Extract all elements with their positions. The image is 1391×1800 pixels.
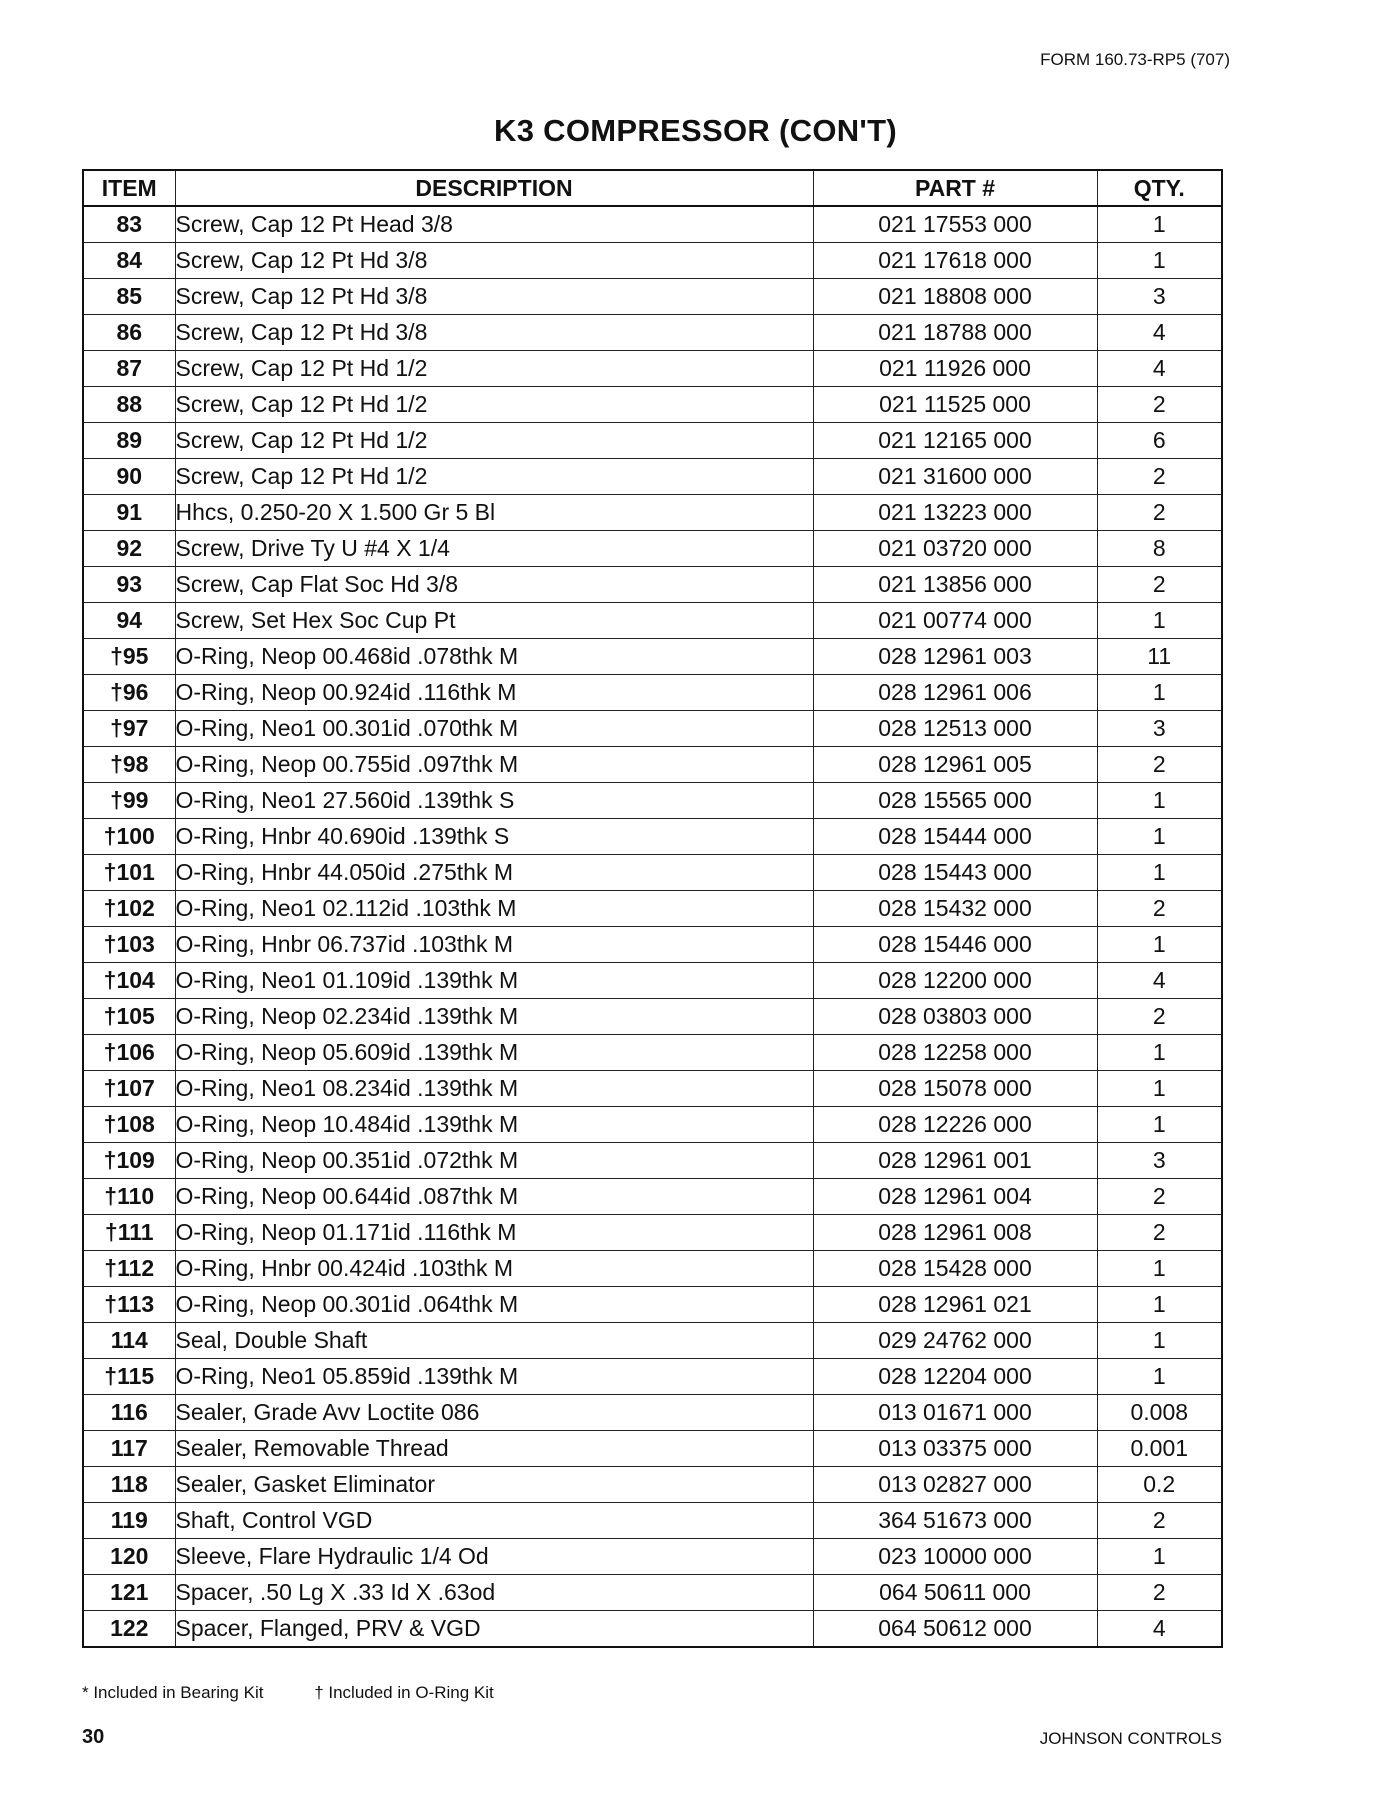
- part-number-cell: 028 12204 000: [813, 1359, 1097, 1395]
- item-number-cell: †111: [83, 1215, 175, 1251]
- page-number: 30: [82, 1726, 105, 1748]
- description-cell: Sealer, Gasket Eliminator: [175, 1467, 813, 1503]
- quantity-cell: 11: [1097, 639, 1222, 675]
- item-number-cell: †102: [83, 891, 175, 927]
- description-cell: O-Ring, Hnbr 06.737id .103thk M: [175, 927, 813, 963]
- item-number-cell: †113: [83, 1287, 175, 1323]
- table-header-row: [83, 170, 1222, 206]
- description-cell: O-Ring, Hnbr 40.690id .139thk S: [175, 819, 813, 855]
- description-cell: O-Ring, Neo1 05.859id .139thk M: [175, 1359, 813, 1395]
- description-cell: Sealer, Removable Thread: [175, 1431, 813, 1467]
- item-number-cell: 119: [83, 1503, 175, 1539]
- item-number-cell: 116: [83, 1395, 175, 1431]
- part-number-cell: 023 10000 000: [813, 1539, 1097, 1575]
- part-number-cell: 013 01671 000: [813, 1395, 1097, 1431]
- part-number-cell: 028 12226 000: [813, 1107, 1097, 1143]
- quantity-cell: 1: [1097, 603, 1222, 639]
- quantity-cell: 1: [1097, 1035, 1222, 1071]
- parts-table: [82, 169, 1223, 1648]
- part-number-cell: 028 12961 021: [813, 1287, 1097, 1323]
- footnote-bearing-kit: * Included in Bearing Kit: [82, 1683, 264, 1702]
- part-number-cell: 028 15446 000: [813, 927, 1097, 963]
- part-number-cell: 013 02827 000: [813, 1467, 1097, 1503]
- quantity-cell: 1: [1097, 1323, 1222, 1359]
- description-cell: O-Ring, Hnbr 00.424id .103thk M: [175, 1251, 813, 1287]
- item-number-cell: 92: [83, 531, 175, 567]
- part-number-cell: 021 18808 000: [813, 279, 1097, 315]
- part-number-cell: 028 15443 000: [813, 855, 1097, 891]
- table-row: [83, 1359, 1222, 1395]
- quantity-cell: 1: [1097, 1107, 1222, 1143]
- quantity-cell: 2: [1097, 891, 1222, 927]
- table-row: [83, 1611, 1222, 1648]
- part-number-cell: 028 12961 006: [813, 675, 1097, 711]
- description-cell: Screw, Cap 12 Pt Hd 1/2: [175, 351, 813, 387]
- description-cell: O-Ring, Neop 05.609id .139thk M: [175, 1035, 813, 1071]
- quantity-cell: 1: [1097, 855, 1222, 891]
- description-cell: Screw, Drive Ty U #4 X 1/4: [175, 531, 813, 567]
- description-cell: Screw, Cap 12 Pt Head 3/8: [175, 206, 813, 243]
- description-cell: Screw, Cap 12 Pt Hd 1/2: [175, 423, 813, 459]
- item-number-cell: †99: [83, 783, 175, 819]
- part-number-cell: 021 31600 000: [813, 459, 1097, 495]
- table-row: [83, 999, 1222, 1035]
- item-number-cell: †112: [83, 1251, 175, 1287]
- item-number-cell: †110: [83, 1179, 175, 1215]
- quantity-cell: 2: [1097, 459, 1222, 495]
- quantity-cell: 2: [1097, 1575, 1222, 1611]
- quantity-cell: 3: [1097, 279, 1222, 315]
- quantity-cell: 1: [1097, 243, 1222, 279]
- part-number-cell: 028 12513 000: [813, 711, 1097, 747]
- table-row: [83, 1251, 1222, 1287]
- column-header-description: DESCRIPTION: [175, 170, 813, 206]
- item-number-cell: †106: [83, 1035, 175, 1071]
- table-row: [83, 279, 1222, 315]
- quantity-cell: 2: [1097, 387, 1222, 423]
- item-number-cell: †103: [83, 927, 175, 963]
- item-number-cell: †95: [83, 639, 175, 675]
- part-number-cell: 028 12961 003: [813, 639, 1097, 675]
- table-row: [83, 495, 1222, 531]
- item-number-cell: †104: [83, 963, 175, 999]
- item-number-cell: 117: [83, 1431, 175, 1467]
- description-cell: Screw, Cap 12 Pt Hd 1/2: [175, 459, 813, 495]
- table-row: [83, 1395, 1222, 1431]
- item-number-cell: 89: [83, 423, 175, 459]
- description-cell: Hhcs, 0.250-20 X 1.500 Gr 5 Bl: [175, 495, 813, 531]
- item-number-cell: 120: [83, 1539, 175, 1575]
- part-number-cell: 028 12258 000: [813, 1035, 1097, 1071]
- page-title: K3 COMPRESSOR (CON'T): [494, 113, 897, 148]
- quantity-cell: 4: [1097, 351, 1222, 387]
- table-row: [83, 1539, 1222, 1575]
- quantity-cell: 2: [1097, 747, 1222, 783]
- quantity-cell: 4: [1097, 315, 1222, 351]
- description-cell: Shaft, Control VGD: [175, 1503, 813, 1539]
- description-cell: Screw, Cap Flat Soc Hd 3/8: [175, 567, 813, 603]
- part-number-cell: 013 03375 000: [813, 1431, 1097, 1467]
- table-row: [83, 711, 1222, 747]
- part-number-cell: 021 11525 000: [813, 387, 1097, 423]
- quantity-cell: 0.001: [1097, 1431, 1222, 1467]
- quantity-cell: 8: [1097, 531, 1222, 567]
- item-number-cell: †109: [83, 1143, 175, 1179]
- item-number-cell: †96: [83, 675, 175, 711]
- part-number-cell: 028 12961 005: [813, 747, 1097, 783]
- description-cell: Seal, Double Shaft: [175, 1323, 813, 1359]
- table-row: [83, 855, 1222, 891]
- table-row: [83, 351, 1222, 387]
- quantity-cell: 0.2: [1097, 1467, 1222, 1503]
- table-row: [83, 459, 1222, 495]
- description-cell: Sleeve, Flare Hydraulic 1/4 Od: [175, 1539, 813, 1575]
- part-number-cell: 021 11926 000: [813, 351, 1097, 387]
- part-number-cell: 028 15565 000: [813, 783, 1097, 819]
- item-number-cell: 121: [83, 1575, 175, 1611]
- part-number-cell: 028 15432 000: [813, 891, 1097, 927]
- quantity-cell: 1: [1097, 1287, 1222, 1323]
- table-row: [83, 603, 1222, 639]
- description-cell: Screw, Cap 12 Pt Hd 3/8: [175, 243, 813, 279]
- column-header-part-number: PART #: [813, 170, 1097, 206]
- footnotes: [82, 1683, 540, 1703]
- part-number-cell: 021 17553 000: [813, 206, 1097, 243]
- table-row: [83, 206, 1222, 243]
- item-number-cell: 87: [83, 351, 175, 387]
- part-number-cell: 064 50611 000: [813, 1575, 1097, 1611]
- item-number-cell: †100: [83, 819, 175, 855]
- quantity-cell: 4: [1097, 1611, 1222, 1648]
- part-number-cell: 028 03803 000: [813, 999, 1097, 1035]
- item-number-cell: †115: [83, 1359, 175, 1395]
- part-number-cell: 028 12961 004: [813, 1179, 1097, 1215]
- quantity-cell: 1: [1097, 927, 1222, 963]
- item-number-cell: †101: [83, 855, 175, 891]
- quantity-cell: 1: [1097, 1539, 1222, 1575]
- item-number-cell: 91: [83, 495, 175, 531]
- form-code: FORM 160.73-RP5 (707): [1040, 50, 1230, 69]
- description-cell: O-Ring, Neo1 01.109id .139thk M: [175, 963, 813, 999]
- description-cell: O-Ring, Neo1 02.112id .103thk M: [175, 891, 813, 927]
- description-cell: Spacer, .50 Lg X .33 Id X .63od: [175, 1575, 813, 1611]
- description-cell: O-Ring, Neo1 00.301id .070thk M: [175, 711, 813, 747]
- table-row: [83, 1035, 1222, 1071]
- item-number-cell: 94: [83, 603, 175, 639]
- quantity-cell: 1: [1097, 675, 1222, 711]
- description-cell: O-Ring, Neop 02.234id .139thk M: [175, 999, 813, 1035]
- part-number-cell: 021 18788 000: [813, 315, 1097, 351]
- quantity-cell: 2: [1097, 1215, 1222, 1251]
- table-row: [83, 639, 1222, 675]
- table-row: [83, 819, 1222, 855]
- item-number-cell: 118: [83, 1467, 175, 1503]
- table-row: [83, 1431, 1222, 1467]
- part-number-cell: 028 12200 000: [813, 963, 1097, 999]
- table-row: [83, 1215, 1222, 1251]
- description-cell: Screw, Cap 12 Pt Hd 3/8: [175, 315, 813, 351]
- description-cell: O-Ring, Neop 00.644id .087thk M: [175, 1179, 813, 1215]
- item-number-cell: 90: [83, 459, 175, 495]
- description-cell: O-Ring, Neop 00.755id .097thk M: [175, 747, 813, 783]
- description-cell: Screw, Cap 12 Pt Hd 3/8: [175, 279, 813, 315]
- table-row: [83, 783, 1222, 819]
- part-number-cell: 021 03720 000: [813, 531, 1097, 567]
- part-number-cell: 028 15444 000: [813, 819, 1097, 855]
- quantity-cell: 1: [1097, 1071, 1222, 1107]
- table-row: [83, 1287, 1222, 1323]
- description-cell: Spacer, Flanged, PRV & VGD: [175, 1611, 813, 1648]
- table-row: [83, 567, 1222, 603]
- item-number-cell: †97: [83, 711, 175, 747]
- quantity-cell: 3: [1097, 711, 1222, 747]
- part-number-cell: 028 12961 001: [813, 1143, 1097, 1179]
- part-number-cell: 021 13223 000: [813, 495, 1097, 531]
- description-cell: Screw, Set Hex Soc Cup Pt: [175, 603, 813, 639]
- table-row: [83, 243, 1222, 279]
- quantity-cell: 1: [1097, 783, 1222, 819]
- quantity-cell: 3: [1097, 1143, 1222, 1179]
- table-row: [83, 891, 1222, 927]
- part-number-cell: 364 51673 000: [813, 1503, 1097, 1539]
- table-row: [83, 675, 1222, 711]
- description-cell: O-Ring, Neo1 08.234id .139thk M: [175, 1071, 813, 1107]
- part-number-cell: 021 12165 000: [813, 423, 1097, 459]
- company-name: JOHNSON CONTROLS: [1039, 1729, 1222, 1748]
- item-number-cell: 84: [83, 243, 175, 279]
- table-row: [83, 1107, 1222, 1143]
- part-number-cell: 064 50612 000: [813, 1611, 1097, 1648]
- table-row: [83, 963, 1222, 999]
- description-cell: Sealer, Grade Avv Loctite 086: [175, 1395, 813, 1431]
- description-cell: O-Ring, Neop 00.468id .078thk M: [175, 639, 813, 675]
- quantity-cell: 1: [1097, 1251, 1222, 1287]
- item-number-cell: 86: [83, 315, 175, 351]
- table-row: [83, 1503, 1222, 1539]
- item-number-cell: 93: [83, 567, 175, 603]
- description-cell: O-Ring, Neop 00.351id .072thk M: [175, 1143, 813, 1179]
- description-cell: O-Ring, Neo1 27.560id .139thk S: [175, 783, 813, 819]
- description-cell: O-Ring, Hnbr 44.050id .275thk M: [175, 855, 813, 891]
- table-row: [83, 1071, 1222, 1107]
- item-number-cell: 83: [83, 206, 175, 243]
- table-body: [83, 206, 1222, 1647]
- table-row: [83, 531, 1222, 567]
- item-number-cell: 85: [83, 279, 175, 315]
- item-number-cell: †98: [83, 747, 175, 783]
- quantity-cell: 1: [1097, 819, 1222, 855]
- part-number-cell: 021 17618 000: [813, 243, 1097, 279]
- description-cell: O-Ring, Neop 01.171id .116thk M: [175, 1215, 813, 1251]
- table-row: [83, 315, 1222, 351]
- quantity-cell: 2: [1097, 999, 1222, 1035]
- table-row: [83, 1575, 1222, 1611]
- table-row: [83, 747, 1222, 783]
- footnote-oring-kit: † Included in O-Ring Kit: [314, 1683, 494, 1702]
- item-number-cell: 122: [83, 1611, 175, 1648]
- table-row: [83, 927, 1222, 963]
- table-row: [83, 387, 1222, 423]
- part-number-cell: 028 15078 000: [813, 1071, 1097, 1107]
- item-number-cell: 114: [83, 1323, 175, 1359]
- part-number-cell: 029 24762 000: [813, 1323, 1097, 1359]
- quantity-cell: 2: [1097, 567, 1222, 603]
- table-row: [83, 1323, 1222, 1359]
- part-number-cell: 028 15428 000: [813, 1251, 1097, 1287]
- quantity-cell: 0.008: [1097, 1395, 1222, 1431]
- quantity-cell: 1: [1097, 1359, 1222, 1395]
- part-number-cell: 021 00774 000: [813, 603, 1097, 639]
- quantity-cell: 6: [1097, 423, 1222, 459]
- description-cell: O-Ring, Neop 00.924id .116thk M: [175, 675, 813, 711]
- column-header-item: ITEM: [83, 170, 175, 206]
- part-number-cell: 028 12961 008: [813, 1215, 1097, 1251]
- quantity-cell: 4: [1097, 963, 1222, 999]
- item-number-cell: †108: [83, 1107, 175, 1143]
- table-row: [83, 1179, 1222, 1215]
- quantity-cell: 2: [1097, 495, 1222, 531]
- description-cell: O-Ring, Neop 00.301id .064thk M: [175, 1287, 813, 1323]
- item-number-cell: †107: [83, 1071, 175, 1107]
- table-row: [83, 1143, 1222, 1179]
- table-row: [83, 423, 1222, 459]
- part-number-cell: 021 13856 000: [813, 567, 1097, 603]
- quantity-cell: 2: [1097, 1179, 1222, 1215]
- column-header-quantity: QTY.: [1097, 170, 1222, 206]
- item-number-cell: 88: [83, 387, 175, 423]
- table-row: [83, 1467, 1222, 1503]
- description-cell: O-Ring, Neop 10.484id .139thk M: [175, 1107, 813, 1143]
- item-number-cell: †105: [83, 999, 175, 1035]
- quantity-cell: 1: [1097, 206, 1222, 243]
- description-cell: Screw, Cap 12 Pt Hd 1/2: [175, 387, 813, 423]
- quantity-cell: 2: [1097, 1503, 1222, 1539]
